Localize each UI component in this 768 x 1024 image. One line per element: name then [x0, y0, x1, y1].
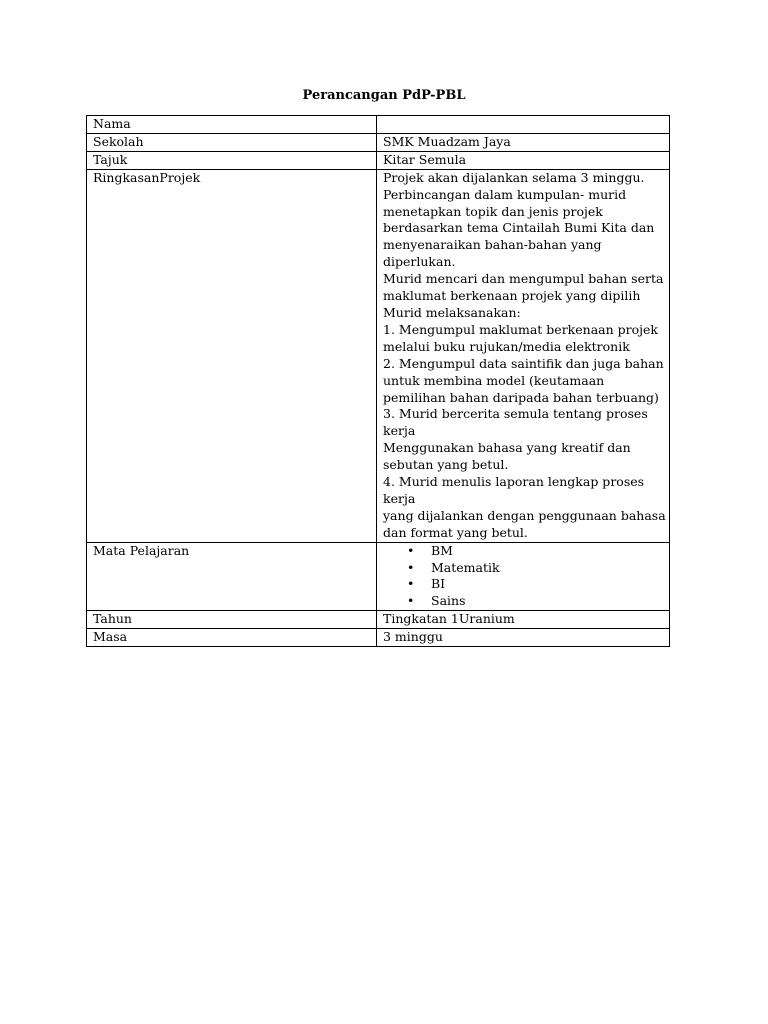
- summary-line: pemilihan bahan daripada bahan terbuang): [383, 389, 659, 405]
- bullet-icon: •: [407, 593, 415, 609]
- bullet-icon: •: [407, 576, 415, 592]
- table-row-mata-pelajaran: [87, 542, 670, 611]
- summary-line: Projek akan dijalankan selama 3 minggu.: [383, 169, 645, 185]
- summary-line: menetapkan topik dan jenis projek: [383, 203, 603, 219]
- summary-line: 1. Mengumpul maklumat berkenaan projek: [383, 321, 658, 337]
- planning-table: [86, 115, 670, 647]
- table-row-tahun: [87, 611, 670, 629]
- summary-line: 4. Murid menulis laporan lengkap proses: [383, 474, 645, 490]
- summary-line: diperlukan.: [383, 254, 456, 270]
- value-tahun: Tingkatan 1Uranium: [377, 611, 670, 629]
- list-item: [383, 543, 663, 560]
- summary-line: dan format yang betul.: [383, 524, 528, 540]
- summary-line: Murid melaksanakan:: [383, 304, 521, 320]
- summary-line: untuk membina model (keutamaan: [383, 372, 605, 388]
- summary-line: maklumat berkenaan projek yang dipilih: [383, 288, 641, 304]
- summary-line: menyenaraikan bahan-bahan yang: [383, 237, 602, 253]
- value-ringkasan-projek: [377, 169, 670, 542]
- table-row-ringkasan-projek: [87, 169, 670, 542]
- summary-line: Perbincangan dalam kumpulan- murid: [383, 186, 627, 202]
- label-mata-pelajaran: Mata Pelajaran: [87, 542, 377, 611]
- subject-label: Sains: [431, 593, 466, 609]
- bullet-icon: •: [407, 559, 415, 575]
- summary-line: 3. Murid bercerita semula tentang proses: [383, 406, 648, 422]
- list-item: [383, 593, 663, 610]
- summary-line: yang dijalankan dengan penggunaan bahasa: [383, 507, 666, 523]
- summary-line: 2. Mengumpul data saintifik dan juga bahan: [383, 355, 664, 371]
- label-tajuk: Tajuk: [87, 151, 377, 169]
- document-title: Perancangan PdP-PBL: [302, 88, 466, 103]
- value-mata-pelajaran: [377, 542, 670, 611]
- value-tajuk: Kitar Semula: [377, 151, 670, 169]
- label-masa: Masa: [87, 629, 377, 647]
- list-item: [383, 560, 663, 577]
- summary-line: melalui buku rujukan/media elektronik: [383, 338, 630, 354]
- subject-list: [383, 543, 663, 611]
- subject-label: BI: [431, 576, 446, 592]
- summary-line: Menggunakan bahasa yang kreatif dan: [383, 440, 631, 456]
- table-row-masa: [87, 629, 670, 647]
- summary-line: sebutan yang betul.: [383, 457, 509, 473]
- value-nama: [377, 116, 670, 134]
- label-sekolah: Sekolah: [87, 133, 377, 151]
- label-ringkasan-projek: RingkasanProjek: [87, 169, 377, 542]
- summary-line: kerja: [383, 423, 416, 439]
- summary-line: berdasarkan tema Cintailah Bumi Kita dan: [383, 220, 655, 236]
- value-masa: 3 minggu: [377, 629, 670, 647]
- label-nama: Nama: [87, 116, 377, 134]
- subject-label: Matematik: [431, 559, 500, 575]
- summary-line: Murid mencari dan mengumpul bahan serta: [383, 271, 664, 287]
- list-item: [383, 576, 663, 593]
- table-row-tajuk: [87, 151, 670, 169]
- summary-line: kerja: [383, 490, 416, 506]
- label-tahun: Tahun: [87, 611, 377, 629]
- table-row-sekolah: [87, 133, 670, 151]
- value-sekolah: SMK Muadzam Jaya: [377, 133, 670, 151]
- subject-label: BM: [431, 542, 453, 558]
- bullet-icon: •: [407, 542, 415, 558]
- table-row-nama: [87, 116, 670, 134]
